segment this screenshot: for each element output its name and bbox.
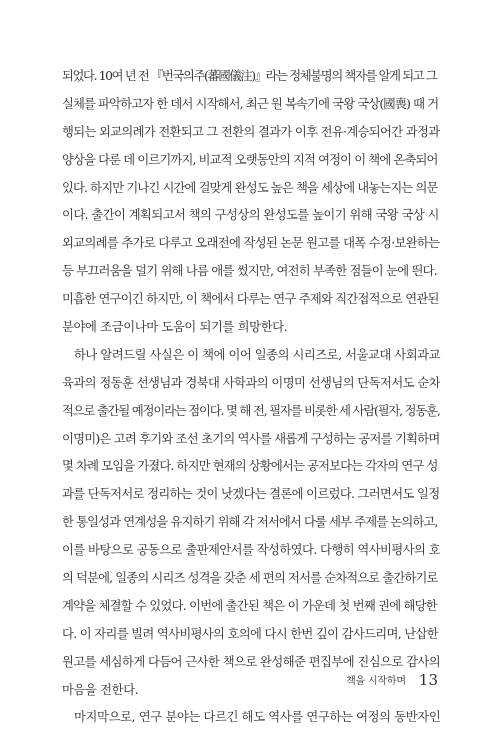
text-line: 계약을 체결할 수 있었다. 이번에 출간된 책은 이 가운데 첫 번째 권에 해당한 bbox=[62, 598, 437, 613]
text-line: 행되는 외교의례가 전환되고 그 전환의 결과가 이후 전유·계승되어간 과정과 bbox=[62, 124, 440, 139]
text-line: 실체를 파악하고자 한 데서 시작해서, 최근 원 복속기에 국왕 국상(國喪) 때 거 bbox=[62, 96, 439, 111]
page-number: 13 bbox=[418, 670, 438, 689]
text-line: 원고를 세심하게 다듬어 근사한 책으로 완성해준 편집부에 진심으로 감사의 bbox=[62, 654, 440, 669]
text-line: 분야에 조금이나마 도움이 되기를 희망한다. bbox=[62, 320, 288, 335]
text-line: 외교의례를 추가로 다루고 오래전에 작성된 논문 원고를 대폭 수정·보완하는 bbox=[62, 236, 440, 251]
text-line: 이를 바탕으로 공동으로 출판제안서를 작성하였다. 다행히 역사비평사의 호 bbox=[62, 543, 440, 558]
text-line: 몇 차례 모임을 가졌다. 하지만 현재의 상황에서는 공저보다는 각자의 연구 성 bbox=[62, 459, 438, 474]
text-line: 되었다. 10여 년 전 『번국의주(蕃國儀注)』라는 정체불명의 책자를 알게 되고 그 bbox=[62, 69, 437, 83]
text-line: 육과의 정동훈 선생님과 경북대 사학과의 이명미 선생님의 단독저서도 순차 bbox=[62, 375, 440, 390]
body-text bbox=[62, 63, 440, 732]
text-line: 하나 알려드릴 사실은 이 책에 이어 일종의 시리즈로, 서울교대 사회과교 bbox=[74, 347, 441, 362]
text-line: 과를 단독저서로 정리하는 것이 낫겠다는 결론에 이르렀다. 그러면서도 일정 bbox=[62, 487, 440, 502]
text-line: 있다. 하지만 기나긴 시간에 걸맞게 완성도 높은 책을 세상에 내놓는지는 의문 bbox=[62, 180, 438, 195]
text-line: 등 부끄러움을 덜기 위해 나름 애를 썼지만, 여전히 부족한 점들이 눈에 띈다. bbox=[62, 264, 437, 279]
text-line: 적으로 출간될 예정이라는 점이다. 몇 해 전, 필자를 비롯한 세 사람(필자, 정동훈, bbox=[62, 403, 440, 418]
text-line: 미흡한 연구이긴 하지만, 이 책에서 다루는 연구 주제와 직간접적으로 연관된 bbox=[62, 292, 439, 307]
running-head: 책을 시작하며 bbox=[346, 676, 406, 687]
text-line: 이명미)은 고려 후기와 조선 초기의 역사를 새롭게 구성하는 공저를 기획하며 bbox=[62, 431, 440, 446]
text-line: 마음을 전한다. bbox=[62, 682, 139, 697]
page-footer bbox=[346, 669, 438, 689]
text-line: 다. 이 자리를 빌려 역사비평사의 호의에 다시 한번 깊이 감사드리며, 난삽한 bbox=[62, 626, 438, 641]
text-line: 양상을 다룬 데 이르기까지, 비교적 오랫동안의 지적 여정이 이 책에 온축되어 bbox=[62, 152, 438, 167]
text-line: 의 덕분에, 일종의 시리즈 성격을 갖춘 세 편의 저서를 순차적으로 출간하기로 bbox=[62, 571, 438, 586]
text-line: 한 통일성과 연계성을 유지하기 위해 각 저서에서 다룰 세부 주제를 논의하고, bbox=[62, 515, 438, 530]
text-line: 이다. 출간이 계획되고서 책의 구성상의 완성도를 높이기 위해 국왕 국상 시 bbox=[62, 208, 439, 223]
text-line: 마지막으로, 연구 분야는 다르긴 해도 역사를 연구하는 여정의 동반자인 bbox=[74, 710, 441, 725]
